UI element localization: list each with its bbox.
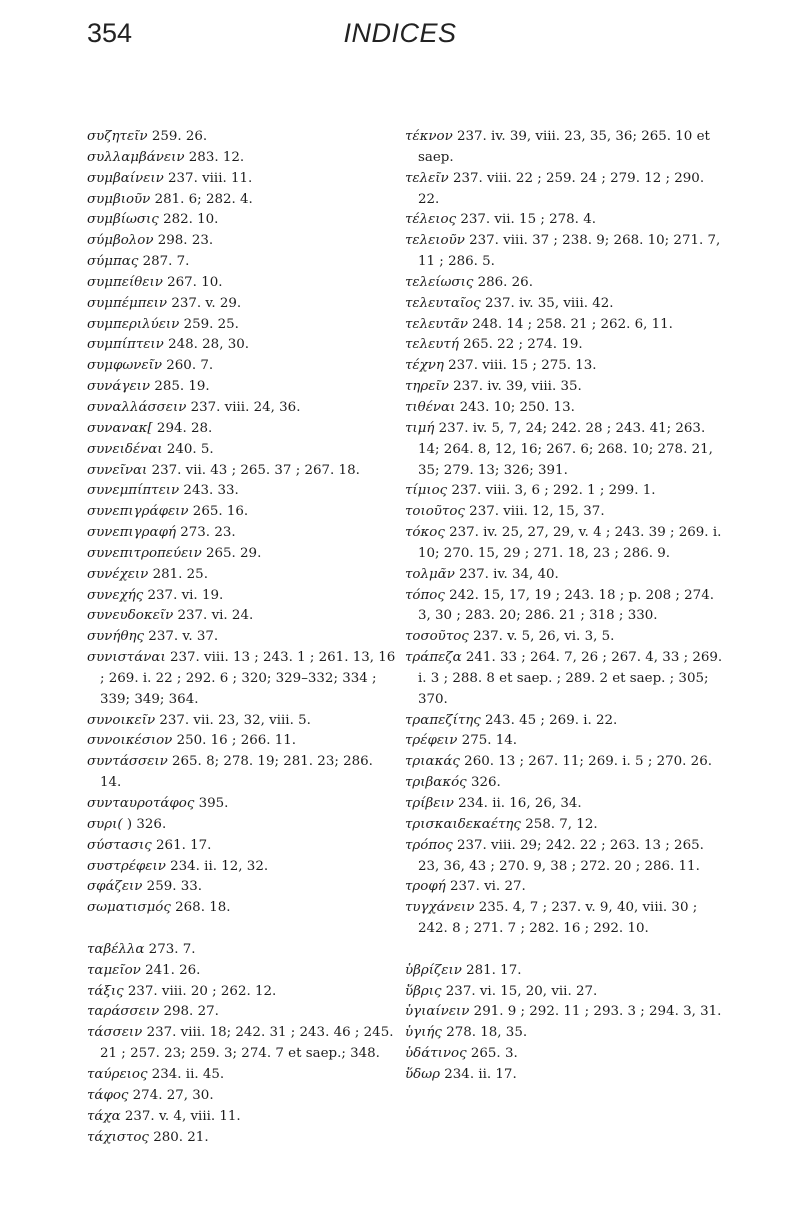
index-entry <box>405 273 723 294</box>
index-references: 237. vi. 24. <box>177 608 254 624</box>
index-references: 243. 45 ; 269. i. 22. <box>485 712 618 728</box>
index-headword: συμπείθειν <box>87 274 163 290</box>
index-entry <box>87 794 397 815</box>
index-headword: συνάγειν <box>87 379 151 395</box>
index-headword: συμβαίνειν <box>87 170 164 186</box>
index-entry <box>405 586 723 628</box>
index-entry <box>87 210 397 231</box>
index-references: 237. v. 37. <box>148 629 219 645</box>
index-references: 237. vi. 27. <box>450 879 526 895</box>
index-references: 326. <box>470 775 501 791</box>
index-headword: τρόπος <box>405 837 453 853</box>
index-entry <box>87 356 397 377</box>
index-headword: ταράσσειν <box>87 1004 160 1020</box>
index-headword: τοιοῦτος <box>405 504 465 520</box>
index-entry <box>405 1002 723 1023</box>
index-entry <box>405 731 723 752</box>
index-column-right <box>405 127 723 1086</box>
index-references: 265. 8; 278. 19; 281. 23; 286. 14. <box>100 754 373 791</box>
index-headword: συνεμπίπτειν <box>87 483 180 499</box>
index-entry <box>87 127 397 148</box>
index-references: 237. viii. 3, 6 ; 292. 1 ; 299. 1. <box>451 483 656 499</box>
index-entry <box>87 252 397 273</box>
index-references: 240. 5. <box>166 441 214 457</box>
index-headword: συνήθης <box>87 629 145 645</box>
index-references: 237. viii. 24, 36. <box>190 399 301 415</box>
index-headword: τάχιστος <box>87 1129 149 1145</box>
index-headword: συνέχειν <box>87 566 149 582</box>
index-references: 282. 10. <box>163 212 219 228</box>
index-entry <box>405 398 723 419</box>
index-headword: τρίβειν <box>405 796 454 811</box>
index-headword: συμβιοῦν <box>87 191 151 207</box>
index-references: 242. 15, 17, 19 ; 243. 18 ; p. 208 ; 274. 3, 30 ; 283. 20; 286. 21 ; 318 ; 330. <box>418 587 714 624</box>
index-headword: τηρεῖν <box>405 379 449 395</box>
index-entry <box>405 502 723 523</box>
index-references: 265. 22 ; 274. 19. <box>463 337 583 353</box>
index-headword: τριβακός <box>405 775 467 791</box>
index-headword: τάξις <box>87 983 124 999</box>
index-entry <box>87 419 397 440</box>
index-references: 280. 21. <box>153 1129 209 1145</box>
index-headword: ὑγιαίνειν <box>405 1004 470 1020</box>
index-headword: ταύρειος <box>87 1066 148 1082</box>
index-references: 274. 27, 30. <box>132 1087 214 1103</box>
index-references: 267. 10. <box>167 274 223 290</box>
index-references: 261. 17. <box>156 837 212 853</box>
index-entry <box>87 982 397 1003</box>
index-headword: σωματισμός <box>87 900 171 916</box>
index-entry <box>87 335 397 356</box>
index-entry <box>87 231 397 252</box>
index-entry <box>87 1107 397 1128</box>
index-entry <box>87 169 397 190</box>
index-entry <box>87 752 397 794</box>
index-entry <box>87 523 397 544</box>
index-entry <box>405 794 723 815</box>
index-entry <box>405 982 723 1003</box>
index-references: 259. 33. <box>146 879 203 895</box>
index-entry <box>405 315 723 336</box>
index-headword: συνανακ[ <box>87 420 153 436</box>
index-headword: συλλαμβάνειν <box>87 149 185 165</box>
index-references: 237. iv. 5, 7, 24; 242. 28 ; 243. 41; 263. 14; 264. 8, 12, 16; 267. 6; 268. 10; 278. 21, 35; 279. 13; 326; 391. <box>418 420 713 478</box>
index-references: 237. viii. 15 ; 275. 13. <box>448 358 597 374</box>
index-entry <box>87 586 397 607</box>
index-headword: τιθέναι <box>405 399 456 415</box>
index-entry <box>87 461 397 482</box>
index-entry <box>87 565 397 586</box>
index-references: 281. 25. <box>152 566 208 582</box>
index-references: ) 326. <box>126 816 167 832</box>
index-entry <box>87 544 397 565</box>
index-references: 237. viii. 20 ; 262. 12. <box>127 983 277 999</box>
index-headword: ὑδάτινος <box>405 1046 467 1062</box>
index-entry <box>87 627 397 648</box>
index-entry <box>405 294 723 315</box>
index-entry <box>87 273 397 294</box>
index-headword: τελευτᾶν <box>405 316 468 332</box>
index-headword: τάχα <box>87 1108 121 1124</box>
index-references: 237. v. 4, viii. 11. <box>124 1108 241 1124</box>
index-references: 259. 25. <box>183 316 239 332</box>
index-headword: συνιστάναι <box>87 650 166 666</box>
index-headword: τέλειος <box>405 212 457 228</box>
index-entry <box>405 961 723 982</box>
index-entry <box>87 398 397 419</box>
running-title: INDICES <box>343 18 457 48</box>
index-references: 258. 7, 12. <box>525 816 598 832</box>
index-headword: συνεχής <box>87 587 144 603</box>
index-references: 237. viii. 18; 242. 31 ; 243. 46 ; 245. 21 ; 257. 23; 259. 3; 274. 7 et saep.; 348. <box>100 1025 394 1062</box>
index-entry <box>405 898 723 940</box>
index-references: 278. 18, 35. <box>446 1025 528 1041</box>
index-references: 273. 23. <box>180 525 236 541</box>
index-references: 237. vii. 23, 32, viii. 5. <box>159 712 311 728</box>
index-headword: τόπος <box>405 587 445 603</box>
index-references: 234. ii. 16, 26, 34. <box>458 796 582 811</box>
index-references: 237. v. 29. <box>171 295 242 311</box>
index-headword: ὕβρις <box>405 983 442 999</box>
index-entry <box>405 377 723 398</box>
index-entry <box>87 377 397 398</box>
index-references: 237. viii. 13 ; 243. 1 ; 261. 13, 16 ; 269. i. 22 ; 292. 6 ; 320; 329–332; 334 ; 339; 349; 364. <box>100 650 396 707</box>
index-references: 294. 28. <box>156 420 213 436</box>
index-headword: ταβέλλα <box>87 941 145 957</box>
section-gap <box>405 940 723 961</box>
index-references: 237. viii. 29; 242. 22 ; 263. 13 ; 265. 23, 36, 43 ; 270. 9, 38 ; 272. 20 ; 286. 11. <box>418 837 704 874</box>
index-headword: τροφή <box>405 879 446 895</box>
index-references: 268. 18. <box>175 900 231 916</box>
index-entry <box>87 1065 397 1086</box>
index-headword: τράπεζα <box>405 650 462 666</box>
index-references: 281. 17. <box>466 962 522 978</box>
index-references: 237. viii. 11. <box>168 170 253 186</box>
index-entry <box>87 190 397 211</box>
index-references: 237. iv. 35, viii. 42. <box>484 295 614 311</box>
index-references: 237. vii. 15 ; 278. 4. <box>460 212 596 228</box>
index-references: 286. 26. <box>477 274 533 290</box>
index-entry <box>87 877 397 898</box>
index-references: 259. 26. <box>151 129 208 144</box>
index-entry <box>87 711 397 732</box>
index-entry <box>405 335 723 356</box>
index-entry <box>87 940 397 961</box>
page-number: 354 <box>87 18 133 48</box>
index-headword: τάσσειν <box>87 1025 143 1041</box>
index-entry <box>87 836 397 857</box>
index-headword: τιμή <box>405 420 435 436</box>
index-headword: τρισκαιδεκαέτης <box>405 816 521 832</box>
index-references: 273. 7. <box>148 941 196 957</box>
index-headword: τόκος <box>405 525 445 541</box>
index-headword: τελευταῖος <box>405 295 481 311</box>
index-headword: τελευτή <box>405 337 459 353</box>
index-headword: συμπεριλύειν <box>87 316 180 332</box>
index-entry <box>405 836 723 878</box>
index-references: 243. 33. <box>183 483 239 499</box>
index-headword: ταμεῖον <box>87 962 141 978</box>
index-entry <box>405 815 723 836</box>
index-headword: συνεπιτροπεύειν <box>87 545 202 561</box>
index-references: 285. 19. <box>154 379 210 395</box>
index-entry <box>87 1002 397 1023</box>
index-references: 291. 9 ; 292. 11 ; 293. 3 ; 294. 3, 31. <box>473 1004 722 1020</box>
index-entry <box>87 440 397 461</box>
index-headword: συμφωνεῖν <box>87 358 162 374</box>
index-references: 265. 29. <box>205 545 262 561</box>
index-references: 234. ii. 12, 32. <box>170 858 269 874</box>
index-entry <box>405 210 723 231</box>
index-entry <box>405 127 723 169</box>
index-entry <box>405 1023 723 1044</box>
index-references: 237. iv. 39, viii. 35. <box>453 379 582 395</box>
index-references: 395. <box>198 796 229 811</box>
index-headword: τέχνη <box>405 358 444 374</box>
index-entry <box>405 1065 723 1086</box>
page-header <box>0 0 800 70</box>
index-references: 237. viii. 22 ; 259. 24 ; 279. 12 ; 290. 22. <box>418 170 705 207</box>
index-headword: τοσοῦτος <box>405 629 469 645</box>
index-headword: ὑβρίζειν <box>405 962 462 978</box>
index-references: 234. ii. 17. <box>444 1066 517 1082</box>
index-references: 275. 14. <box>461 733 518 749</box>
index-headword: συστρέφειν <box>87 858 166 874</box>
index-references: 241. 33 ; 264. 7, 26 ; 267. 4, 33 ; 269. i. 3 ; 288. 8 et saep. ; 289. 2 et saep. ; 305; 370. <box>418 650 723 707</box>
index-headword: τελείωσις <box>405 274 474 290</box>
index-entry <box>87 148 397 169</box>
index-entry <box>405 752 723 773</box>
index-references: 237. v. 5, 26, vi. 3, 5. <box>473 629 615 645</box>
index-references: 234. ii. 45. <box>151 1066 225 1082</box>
index-entry <box>405 877 723 898</box>
index-references: 298. 23. <box>157 233 214 249</box>
index-headword: τέκνον <box>405 129 453 144</box>
index-entry <box>87 857 397 878</box>
index-headword: συνεπιγραφή <box>87 525 176 541</box>
index-references: 250. 16 ; 266. 11. <box>176 733 297 749</box>
index-headword: συναλλάσσειν <box>87 399 187 415</box>
index-headword: συμπίπτειν <box>87 337 164 353</box>
index-entry <box>87 648 397 711</box>
index-entry <box>405 356 723 377</box>
index-entry <box>405 565 723 586</box>
index-references: 237. viii. 12, 15, 37. <box>469 504 605 520</box>
index-references: 237. vii. 43 ; 265. 37 ; 267. 18. <box>151 462 360 478</box>
index-entry <box>87 898 397 919</box>
index-references: 281. 6; 282. 4. <box>154 191 253 207</box>
index-headword: τίμιος <box>405 483 448 499</box>
index-references: 237. iv. 25, 27, 29, v. 4 ; 243. 39 ; 269. i. 10; 270. 15, 29 ; 271. 18, 23 ; 286. 9. <box>418 525 722 561</box>
index-headword: τραπεζίτης <box>405 712 481 728</box>
index-entry <box>87 294 397 315</box>
index-headword: τριακάς <box>405 754 460 770</box>
index-entry <box>405 419 723 482</box>
index-entry <box>405 648 723 711</box>
index-entry <box>87 315 397 336</box>
index-headword: συνταυροτάφος <box>87 796 195 811</box>
index-headword: συνειδέναι <box>87 441 163 457</box>
index-references: 298. 27. <box>163 1004 219 1020</box>
index-entry <box>405 711 723 732</box>
index-entry <box>405 773 723 794</box>
index-references: 241. 26. <box>145 962 201 978</box>
index-references: 265. 16. <box>192 504 249 520</box>
index-headword: συνεπιγράφειν <box>87 504 189 520</box>
index-entry <box>87 606 397 627</box>
index-headword: σύμβολον <box>87 233 154 249</box>
index-headword: τολμᾶν <box>405 566 455 582</box>
index-entry <box>405 523 723 565</box>
index-column-left <box>87 127 397 1148</box>
index-entry <box>405 1044 723 1065</box>
index-entry <box>87 1023 397 1065</box>
index-entry <box>87 1128 397 1149</box>
index-entry <box>405 627 723 648</box>
index-headword: τελεῖν <box>405 170 449 186</box>
index-entry <box>405 481 723 502</box>
index-headword: συμπέμπειν <box>87 295 168 311</box>
index-headword: ὑγιής <box>405 1025 442 1041</box>
index-headword: σφάζειν <box>87 879 143 895</box>
index-entry <box>87 1086 397 1107</box>
index-references: 237. iv. 34, 40. <box>459 566 559 582</box>
index-references: 265. 3. <box>470 1046 518 1062</box>
index-headword: συνευδοκεῖν <box>87 608 174 624</box>
index-headword: συρι( <box>87 816 123 832</box>
index-headword: σύστασις <box>87 837 152 853</box>
index-references: 235. 4, 7 ; 237. v. 9, 40, viii. 30 ; 242. 8 ; 271. 7 ; 282. 16 ; 292. 10. <box>418 900 698 937</box>
index-headword: ὕδωρ <box>405 1066 440 1082</box>
index-references: 248. 28, 30. <box>168 337 250 353</box>
index-references: 237. iv. 39, viii. 23, 35, 36; 265. 10 et saep. <box>418 129 710 165</box>
index-references: 237. vi. 19. <box>147 587 224 603</box>
index-references: 237. viii. 37 ; 238. 9; 268. 10; 271. 7, 11 ; 286. 5. <box>418 233 721 270</box>
index-references: 283. 12. <box>188 149 245 165</box>
index-entry <box>87 815 397 836</box>
index-references: 260. 13 ; 267. 11; 269. i. 5 ; 270. 26. <box>464 754 712 770</box>
index-references: 287. 7. <box>142 254 190 270</box>
index-references: 248. 14 ; 258. 21 ; 262. 6, 11. <box>472 316 673 332</box>
index-entry <box>87 481 397 502</box>
index-entry <box>87 731 397 752</box>
index-headword: συνεῖναι <box>87 462 148 478</box>
index-headword: συνοικέσιον <box>87 733 173 749</box>
index-headword: σύμπας <box>87 254 139 270</box>
index-entry <box>87 502 397 523</box>
index-entry <box>87 961 397 982</box>
index-entry <box>405 169 723 211</box>
index-references: 237. vi. 15, 20, vii. 27. <box>445 983 598 999</box>
index-references: 260. 7. <box>166 358 214 374</box>
section-gap <box>87 919 397 940</box>
index-headword: τάφος <box>87 1087 129 1103</box>
index-headword: συζητεῖν <box>87 129 148 144</box>
index-headword: τελειοῦν <box>405 233 465 249</box>
index-headword: συμβίωσις <box>87 212 159 228</box>
index-headword: τρέφειν <box>405 733 458 749</box>
index-references: 243. 10; 250. 13. <box>459 399 575 415</box>
index-entry <box>405 231 723 273</box>
index-headword: συνοικεῖν <box>87 712 156 728</box>
index-headword: συντάσσειν <box>87 754 168 770</box>
index-headword: τυγχάνειν <box>405 900 475 916</box>
